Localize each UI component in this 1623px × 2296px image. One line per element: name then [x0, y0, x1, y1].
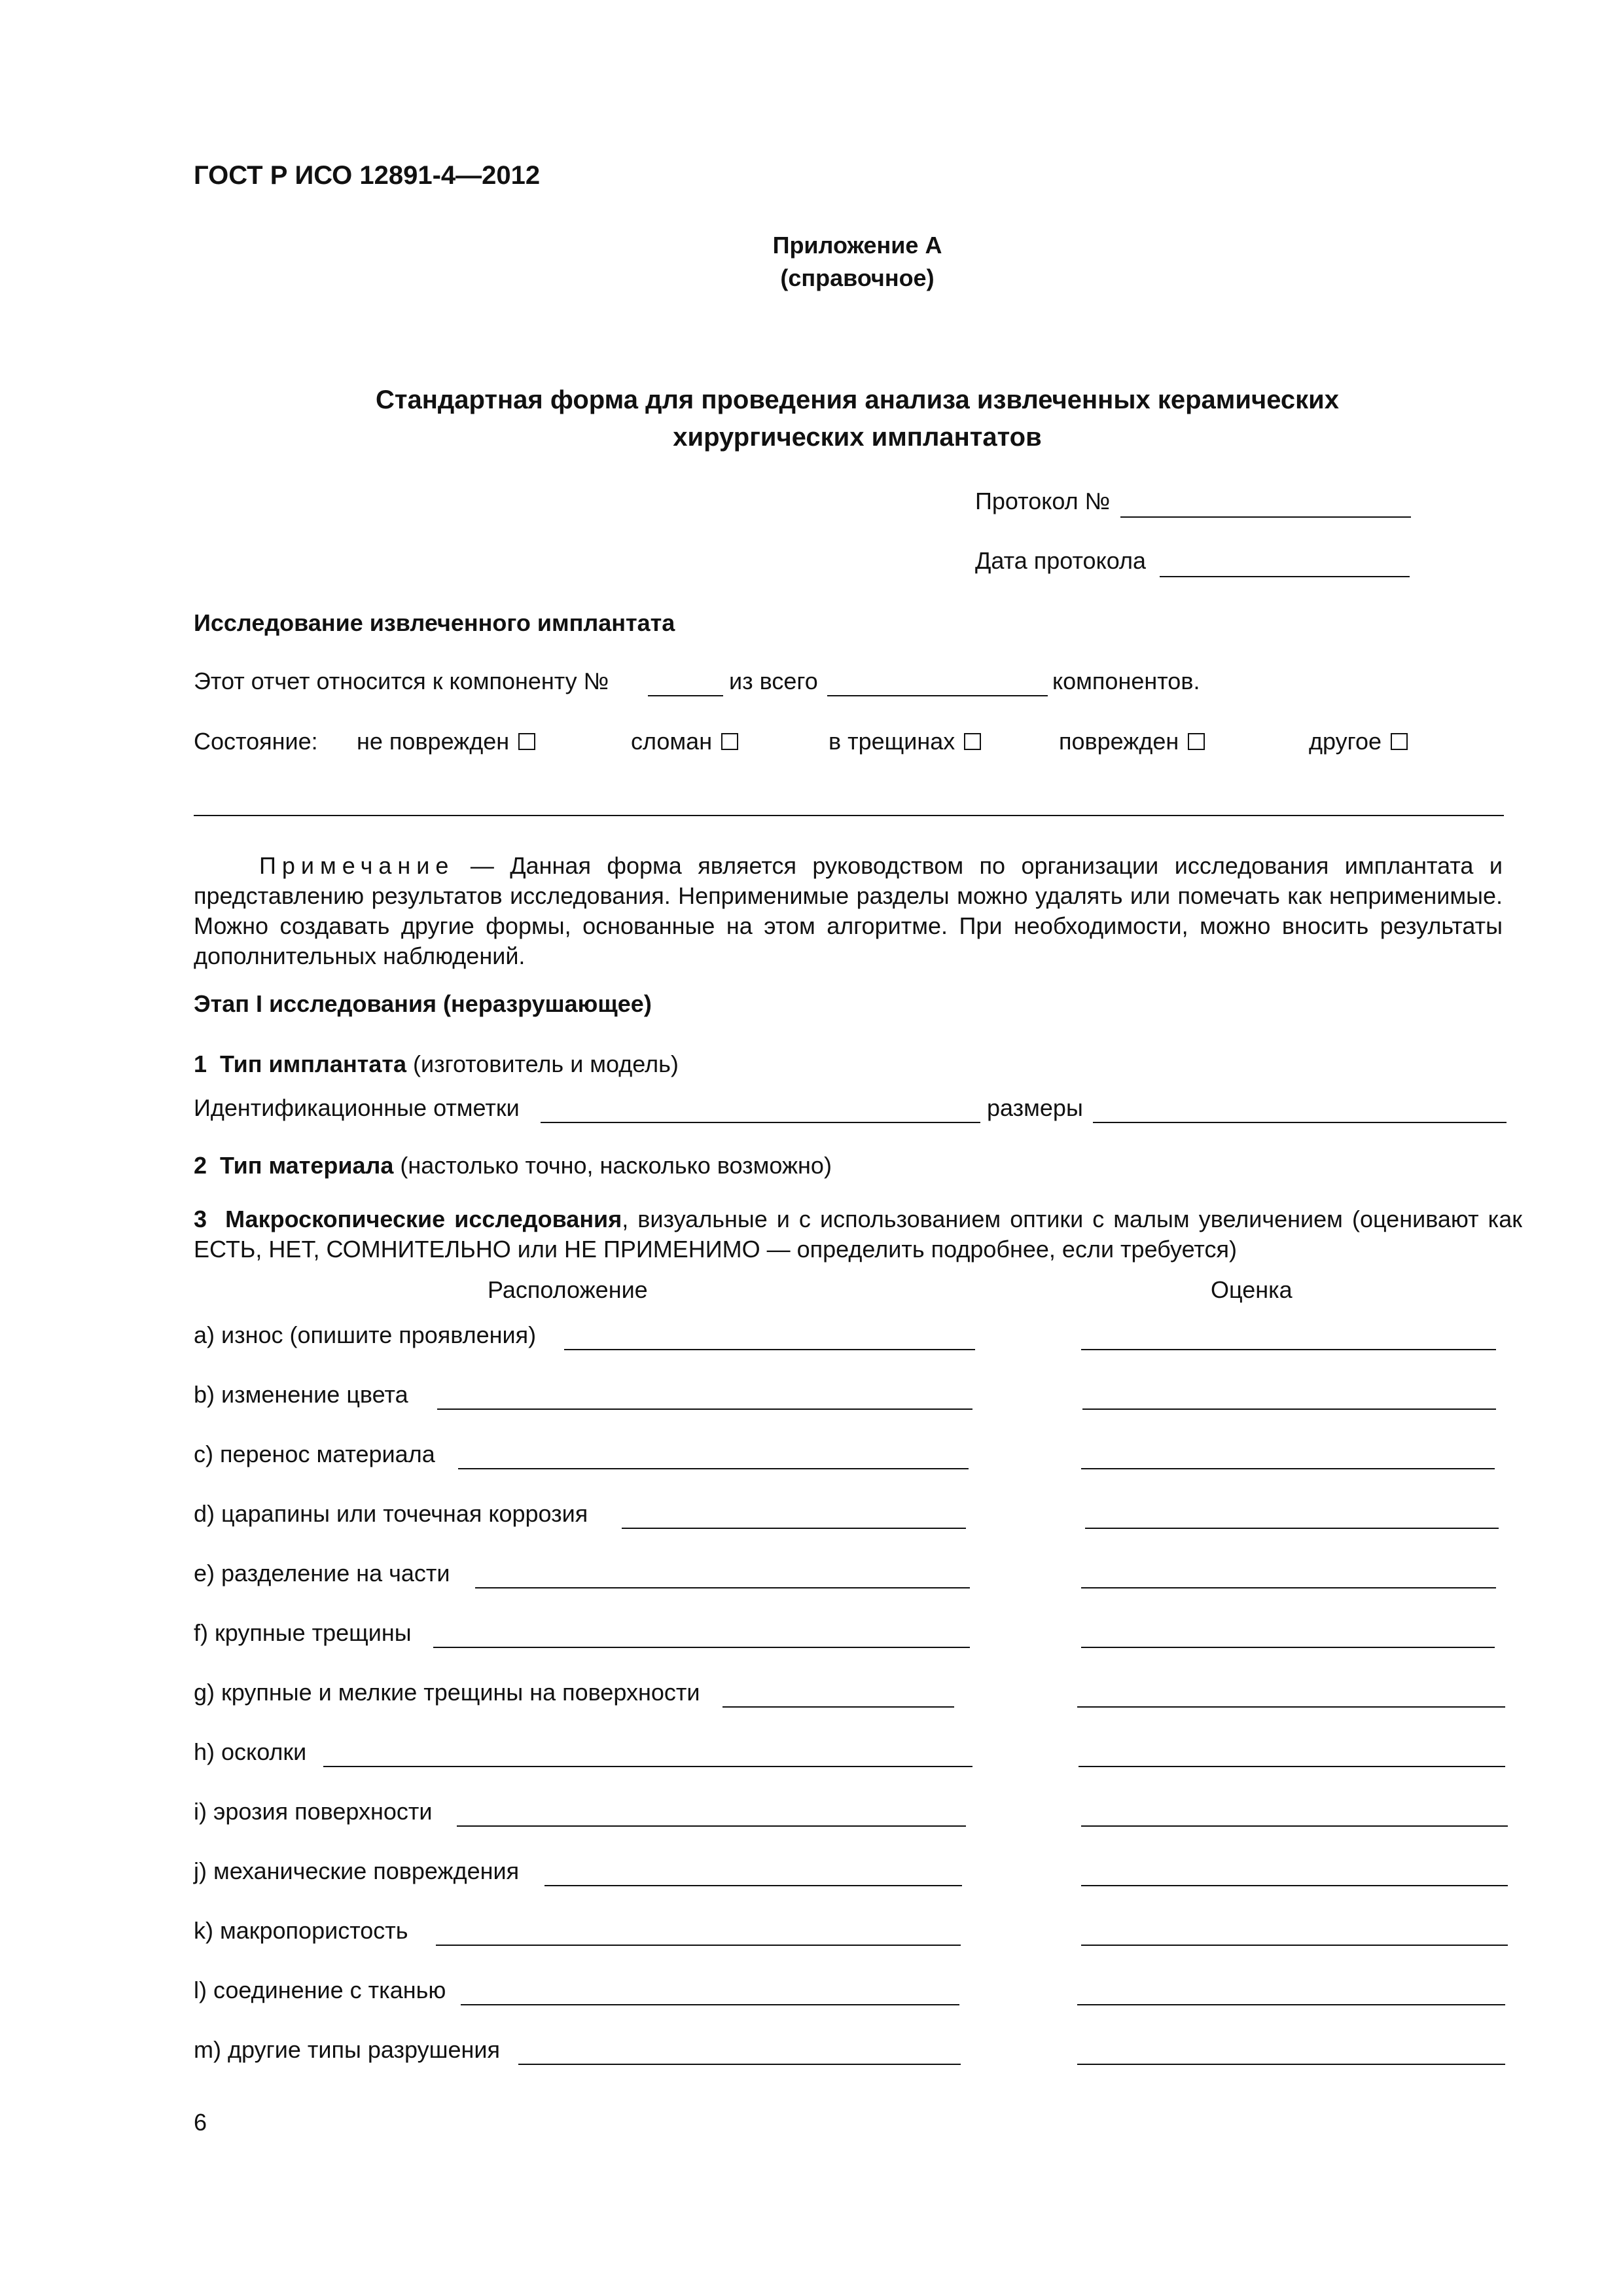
observation-rating-field[interactable]	[1081, 1647, 1495, 1648]
observation-location-field[interactable]	[433, 1647, 970, 1648]
observation-location-field[interactable]	[475, 1587, 970, 1588]
component-number-field[interactable]	[648, 695, 723, 696]
item3-paragraph: 3 Макроскопические исследования, визуальные и с использованием оптики с малым увеличением (оценивают как ЕСТЬ, НЕТ, СОМНИТЕЛЬНО или НЕ ПРИМЕНИМО — определить подробнее, если требуется)	[194, 1206, 1522, 1263]
observation-label: g) крупные и мелкие трещины на поверхности	[194, 1679, 700, 1706]
condition-option-broken[interactable]: сломан	[631, 728, 738, 755]
sizes-field[interactable]	[1093, 1122, 1507, 1123]
component-prefix: Этот отчет относится к компоненту №	[194, 668, 609, 694]
observation-label: j) механические повреждения	[194, 1857, 520, 1884]
column-header-rating: Оценка	[1211, 1276, 1293, 1303]
observation-rating-field[interactable]	[1081, 1885, 1508, 1886]
observation-location-field[interactable]	[564, 1349, 975, 1350]
observation-location-field[interactable]	[458, 1468, 969, 1469]
observation-location-field[interactable]	[518, 2064, 961, 2065]
protocol-date-label: Дата протокола	[975, 547, 1146, 574]
checkbox-icon[interactable]	[964, 733, 981, 750]
observation-rating-field[interactable]	[1077, 2004, 1505, 2005]
sizes-label: размеры	[987, 1094, 1083, 1121]
condition-label: Состояние:	[194, 728, 318, 755]
checkbox-icon[interactable]	[518, 733, 535, 750]
observation-rating-field[interactable]	[1085, 1528, 1499, 1529]
observation-location-field[interactable]	[437, 1408, 972, 1410]
protocol-number-field[interactable]	[1120, 516, 1411, 518]
note-paragraph	[194, 851, 1503, 971]
observation-label: l) соединение с тканью	[194, 1977, 446, 2003]
stage1-heading: Этап I исследования (неразрушающее)	[194, 990, 652, 1017]
note-label: Примечание	[259, 852, 455, 879]
observation-rating-field[interactable]	[1079, 1766, 1505, 1767]
observation-rating-field[interactable]	[1081, 1349, 1496, 1350]
observation-location-field[interactable]	[544, 1885, 962, 1886]
item1-heading: 1 Тип имплантата (изготовитель и модель)	[194, 1050, 679, 1077]
divider	[194, 815, 1504, 816]
component-middle: из всего	[729, 668, 818, 694]
observation-rating-field[interactable]	[1081, 1945, 1508, 1946]
checkbox-icon[interactable]	[1188, 733, 1205, 750]
observation-rating-field[interactable]	[1081, 1468, 1495, 1469]
condition-option-damaged[interactable]: поврежден	[1059, 728, 1205, 755]
observation-label: a) износ (опишите проявления)	[194, 1321, 537, 1348]
observation-label: c) перенос материала	[194, 1441, 435, 1467]
observation-rating-field[interactable]	[1082, 1408, 1496, 1410]
observation-rating-field[interactable]	[1077, 1706, 1505, 1708]
observation-label: e) разделение на части	[194, 1560, 450, 1587]
note-text: — Данная форма является руководством по организации исследования имплантата и представлению результатов исследования. Неприменимые разделы можно удалять или помечать как неприменимые. Можно создавать другие формы, основанные на этом алгоритме. При необходимости, можно вносить результаты дополнительных наблюдений.	[194, 852, 1503, 969]
observation-location-field[interactable]	[323, 1766, 972, 1767]
observation-label: k) макропористость	[194, 1917, 408, 1944]
form-title-line2: хирургических имплантатов	[673, 423, 1042, 452]
observation-label: f) крупные трещины	[194, 1619, 412, 1646]
observation-location-field[interactable]	[461, 2004, 959, 2005]
condition-option-cracked[interactable]: в трещинах	[829, 728, 981, 755]
observation-label: b) изменение цвета	[194, 1381, 408, 1408]
document-header: ГОСТ Р ИСО 12891-4—2012	[194, 161, 541, 190]
appendix-subtitle: (справочное)	[780, 264, 935, 291]
checkbox-icon[interactable]	[721, 733, 738, 750]
observation-label: h) осколки	[194, 1738, 307, 1765]
form-title-line1: Стандартная форма для проведения анализа извлеченных керамических	[375, 386, 1340, 414]
observation-label: d) царапины или точечная коррозия	[194, 1500, 588, 1527]
item2-heading: 2 Тип материала (настолько точно, насколько возможно)	[194, 1152, 832, 1179]
id-marks-label: Идентификационные отметки	[194, 1094, 520, 1121]
checkbox-icon[interactable]	[1391, 733, 1408, 750]
observation-rating-field[interactable]	[1081, 1587, 1496, 1588]
observation-label: m) другие типы разрушения	[194, 2036, 500, 2063]
id-marks-field[interactable]	[541, 1122, 980, 1123]
page-number: 6	[194, 2109, 207, 2136]
observation-location-field[interactable]	[722, 1706, 954, 1708]
protocol-number-label: Протокол №	[975, 488, 1111, 514]
condition-option-undamaged[interactable]: не поврежден	[357, 728, 535, 755]
column-header-location: Расположение	[488, 1276, 648, 1303]
component-suffix: компонентов.	[1052, 668, 1200, 694]
section-heading: Исследование извлеченного имплантата	[194, 609, 675, 636]
protocol-date-field[interactable]	[1160, 576, 1410, 577]
observation-label: i) эрозия поверхности	[194, 1798, 433, 1825]
observation-location-field[interactable]	[457, 1825, 966, 1827]
observation-location-field[interactable]	[436, 1945, 961, 1946]
condition-option-other[interactable]: другое	[1309, 728, 1408, 755]
appendix-title: Приложение А	[772, 232, 942, 259]
observation-rating-field[interactable]	[1081, 1825, 1508, 1827]
component-total-field[interactable]	[827, 695, 1048, 696]
observation-location-field[interactable]	[622, 1528, 966, 1529]
observation-rating-field[interactable]	[1077, 2064, 1505, 2065]
